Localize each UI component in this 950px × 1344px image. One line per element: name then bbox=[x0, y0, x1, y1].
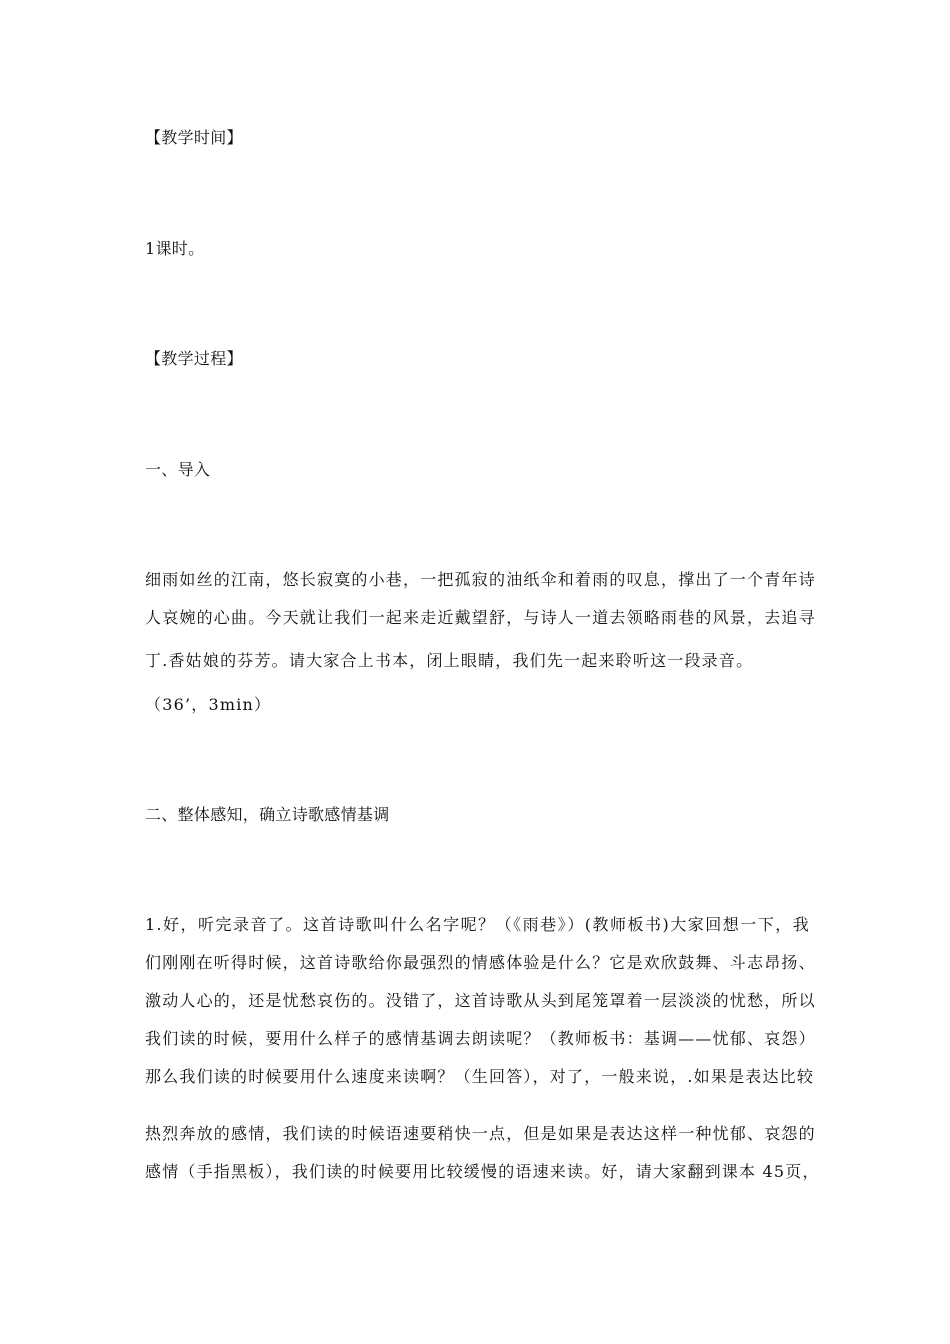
part2-line-6: 热烈奔放的感情，我们读的时候语速要稍快一点，但是如果是表达这样一种忧郁、哀怨的 bbox=[145, 1124, 816, 1143]
part2-line-7: 感情（手指黑板），我们读的时候要用比较缓慢的语速来读。好，请大家翻到课本 45页， bbox=[145, 1162, 820, 1181]
part2-line-1: 1.好，听完录音了。这首诗歌叫什么名字呢？（《雨巷》）(教师板书)大家回想一下，我 bbox=[145, 915, 810, 934]
part1-heading: 一、导入 bbox=[145, 460, 211, 479]
part2-line-5: 那么我们读的时候要用什么速度来读啊？（生回答），对了，一般来说，.如果是表达比较 bbox=[145, 1067, 815, 1086]
teaching-time-heading: 【教学时间】 bbox=[145, 128, 243, 147]
part1-line-3: 丁.香姑娘的芬芳。请大家合上书本，闭上眼睛，我们先一起来聆听这一段录音。 bbox=[145, 651, 754, 670]
part2-heading: 二、整体感知，确立诗歌感情基调 bbox=[145, 805, 390, 824]
part2-line-4: 我们读的时候，要用什么样子的感情基调去朗读呢？（教师板书：基调——忧郁、哀怨） bbox=[145, 1029, 816, 1048]
part2-line-2: 们刚刚在听得时候，这首诗歌给你最强烈的情感体验是什么？它是欢欣鼓舞、斗志昂扬、 bbox=[145, 953, 816, 972]
part1-line-4: （36’，3min） bbox=[145, 695, 272, 714]
teaching-time-value: 1课时。 bbox=[145, 239, 205, 258]
part1-line-2: 人哀婉的心曲。今天就让我们一起来走近戴望舒，与诗人一道去领略雨巷的风景，去追寻 bbox=[145, 608, 816, 627]
part2-line-3: 激动人心的，还是忧愁哀伤的。没错了，这首诗歌从头到尾笼罩着一层淡淡的忧愁，所以 bbox=[145, 991, 816, 1010]
part1-line-1: 细雨如丝的江南，悠长寂寞的小巷，一把孤寂的油纸伞和着雨的叹息，撑出了一个青年诗 bbox=[145, 570, 816, 589]
teaching-process-heading: 【教学过程】 bbox=[145, 349, 243, 368]
